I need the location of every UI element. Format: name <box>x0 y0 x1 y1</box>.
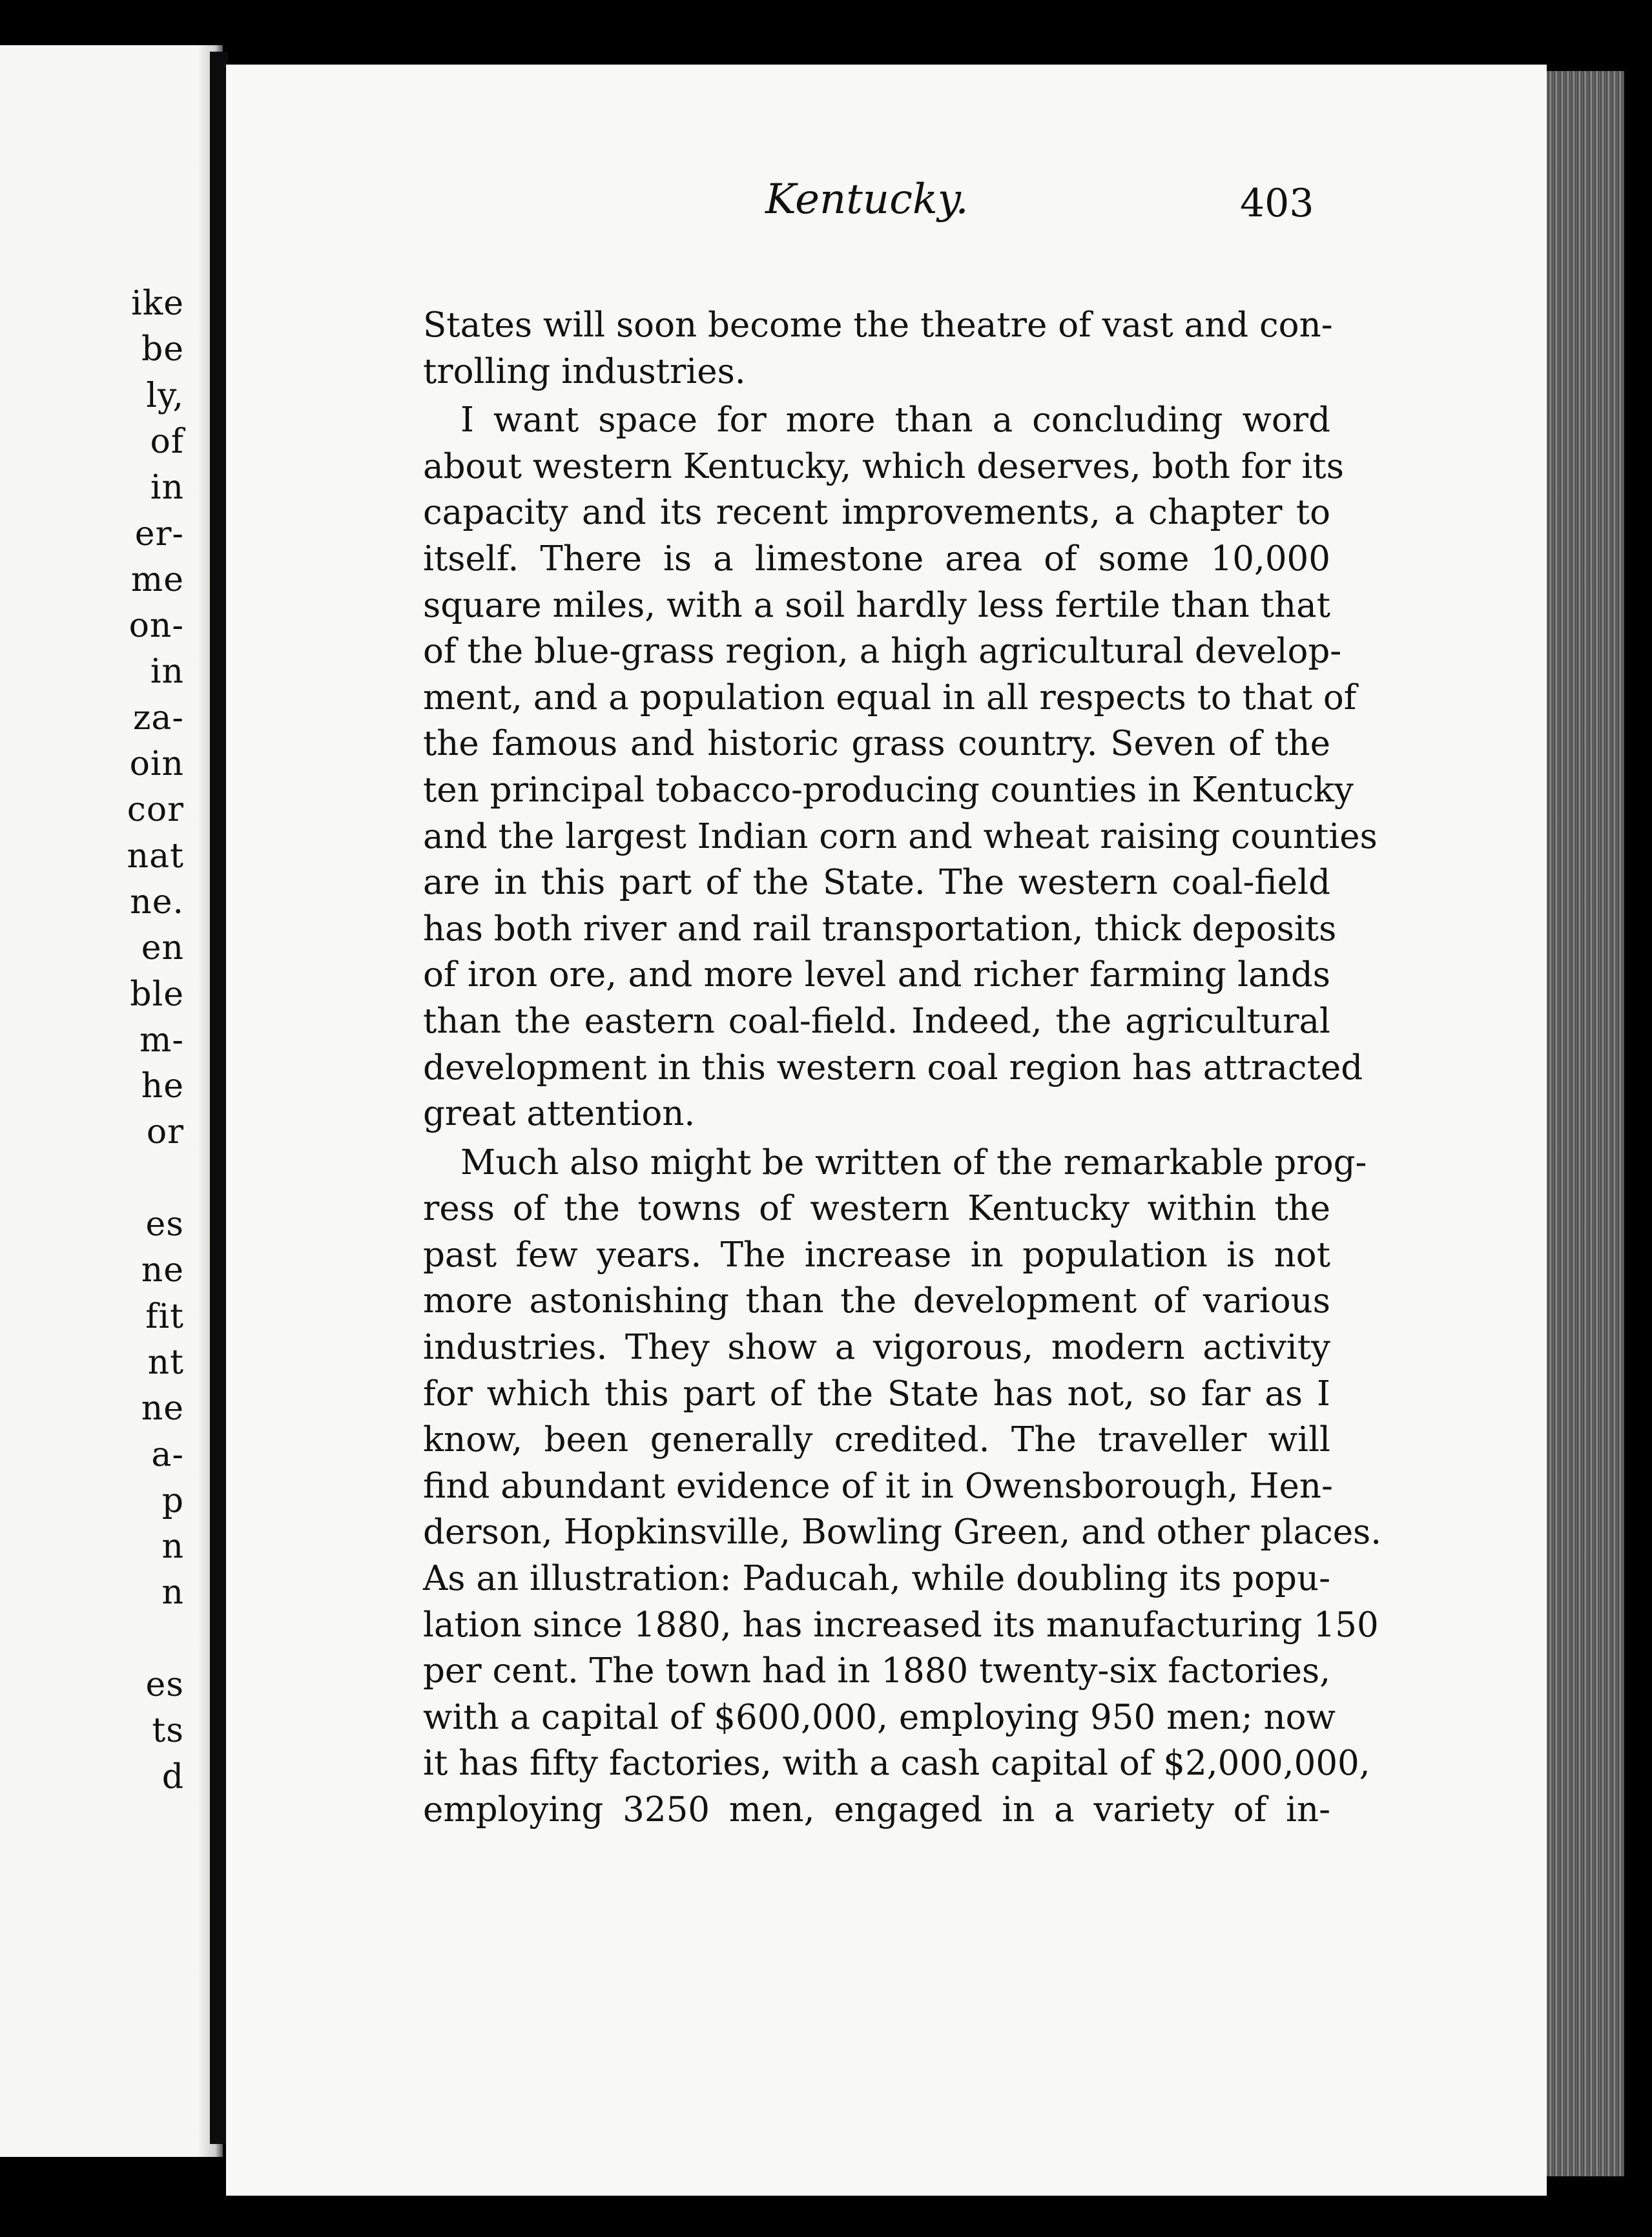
text-line: trolling industries. <box>423 351 746 391</box>
left-page-fragment: he <box>141 1067 184 1106</box>
left-page-fragment: nat <box>127 836 184 876</box>
left-page-fragment: ly, <box>146 376 184 415</box>
left-page-fragment: ne <box>141 1251 184 1290</box>
page-fore-edge <box>1547 71 1624 2176</box>
text-line: derson, Hopkinsville, Bowling Green, and other places. <box>423 1512 1382 1552</box>
left-page-fragment: es <box>145 1665 184 1704</box>
text-line: itself. There is a limestone area of some 10,000 <box>423 539 1330 579</box>
paragraph <box>423 1140 1382 1833</box>
left-page-fragment: a- <box>151 1435 184 1474</box>
text-line: I want space for more than a concluding word <box>460 400 1330 440</box>
body-text <box>423 302 1382 1833</box>
text-line: As an illustration: Paducah, while doubling its popu- <box>423 1559 1330 1599</box>
left-page-fragment: or <box>146 1113 184 1152</box>
left-page-fragment: m- <box>139 1020 184 1060</box>
text-line: find abundant evidence of it in Owensborough, Hen- <box>423 1466 1333 1506</box>
left-page-fragment: ne <box>141 1389 184 1428</box>
text-line: industries. They show a vigorous, modern activity <box>423 1328 1330 1368</box>
left-page-fragment: in <box>150 468 184 508</box>
left-page-fragment: za- <box>133 698 184 737</box>
left-page-fragment: es <box>145 1205 184 1244</box>
text-line: are in this part of the State. The western coal-field <box>423 863 1330 903</box>
left-page-fragment: cor <box>127 790 184 830</box>
text-line: with a capital of $600,000, employing 950 men; now <box>423 1697 1336 1737</box>
text-line: capacity and its recent improvements, a chapter to <box>423 493 1330 533</box>
text-line: of iron ore, and more level and richer farming lands <box>423 955 1330 995</box>
text-line: for which this part of the State has not, so far as I <box>423 1374 1330 1414</box>
left-page-fragment: ike <box>131 284 184 323</box>
text-line: know, been generally credited. The traveller will <box>423 1420 1330 1460</box>
left-page-fragment: n <box>161 1573 184 1613</box>
left-page-fragment: p <box>161 1481 184 1520</box>
text-line: ress of the towns of western Kentucky within the <box>423 1189 1330 1229</box>
left-page-fragment: er- <box>134 514 184 553</box>
left-page <box>0 45 223 2157</box>
text-line: more astonishing than the development of various <box>423 1281 1330 1321</box>
left-page-fragment: of <box>150 422 184 461</box>
text-line: past few years. The increase in population is not <box>423 1235 1330 1275</box>
paragraph <box>423 397 1378 1137</box>
text-line: States will soon become the theatre of vast and con- <box>423 305 1333 345</box>
text-line: it has fifty factories, with a cash capital of $2,000,000, <box>423 1744 1370 1784</box>
text-line: about western Kentucky, which deserves, both for its <box>423 446 1344 486</box>
left-page-fragment: ne. <box>130 882 184 922</box>
page-number: 403 <box>1240 181 1314 226</box>
left-page-fragment: nt <box>147 1343 184 1382</box>
text-line: per cent. The town had in 1880 twenty-six factories, <box>423 1651 1331 1691</box>
left-page-fragment: me <box>130 560 184 599</box>
text-line: great attention. <box>423 1094 696 1134</box>
running-head: Kentucky. <box>765 176 969 223</box>
text-line: ten principal tobacco-producing counties in Kentucky <box>423 770 1354 810</box>
left-page-fragment: d <box>161 1757 184 1797</box>
left-page-fragment: ble <box>130 974 184 1014</box>
left-page-fragment: in <box>150 652 184 692</box>
text-line: the famous and historic grass country. Seven of the <box>423 724 1330 764</box>
text-line: has both river and rail transportation, thick deposits <box>423 909 1337 949</box>
text-line: Much also might be written of the remarkable prog- <box>460 1142 1367 1182</box>
book-spine <box>210 52 228 2144</box>
page-header <box>0 176 1652 234</box>
left-page-fragment: fit <box>145 1297 184 1336</box>
text-line: of the blue-grass region, a high agricultural develop- <box>423 632 1342 672</box>
left-page-fragment: oin <box>129 745 184 783</box>
paragraph <box>423 302 1333 395</box>
left-page-fragment: be <box>141 330 184 369</box>
left-page-fragment: n <box>161 1527 184 1567</box>
left-page-fragment: en <box>141 929 184 968</box>
text-line: and the largest Indian corn and wheat raising counties <box>423 816 1378 856</box>
text-line: square miles, with a soil hardly less fertile than that <box>423 585 1330 625</box>
text-line: development in this western coal region has attracted <box>423 1047 1363 1088</box>
text-line: employing 3250 men, engaged in a variety of in- <box>423 1790 1330 1830</box>
left-page-fragment: ts <box>152 1711 184 1751</box>
text-line: lation since 1880, has increased its manufacturing 150 <box>423 1605 1379 1645</box>
text-line: ment, and a population equal in all respects to that of <box>423 677 1357 717</box>
left-page-fragment: on- <box>129 606 184 646</box>
text-line: than the eastern coal-field. Indeed, the agricultural <box>423 1001 1330 1041</box>
